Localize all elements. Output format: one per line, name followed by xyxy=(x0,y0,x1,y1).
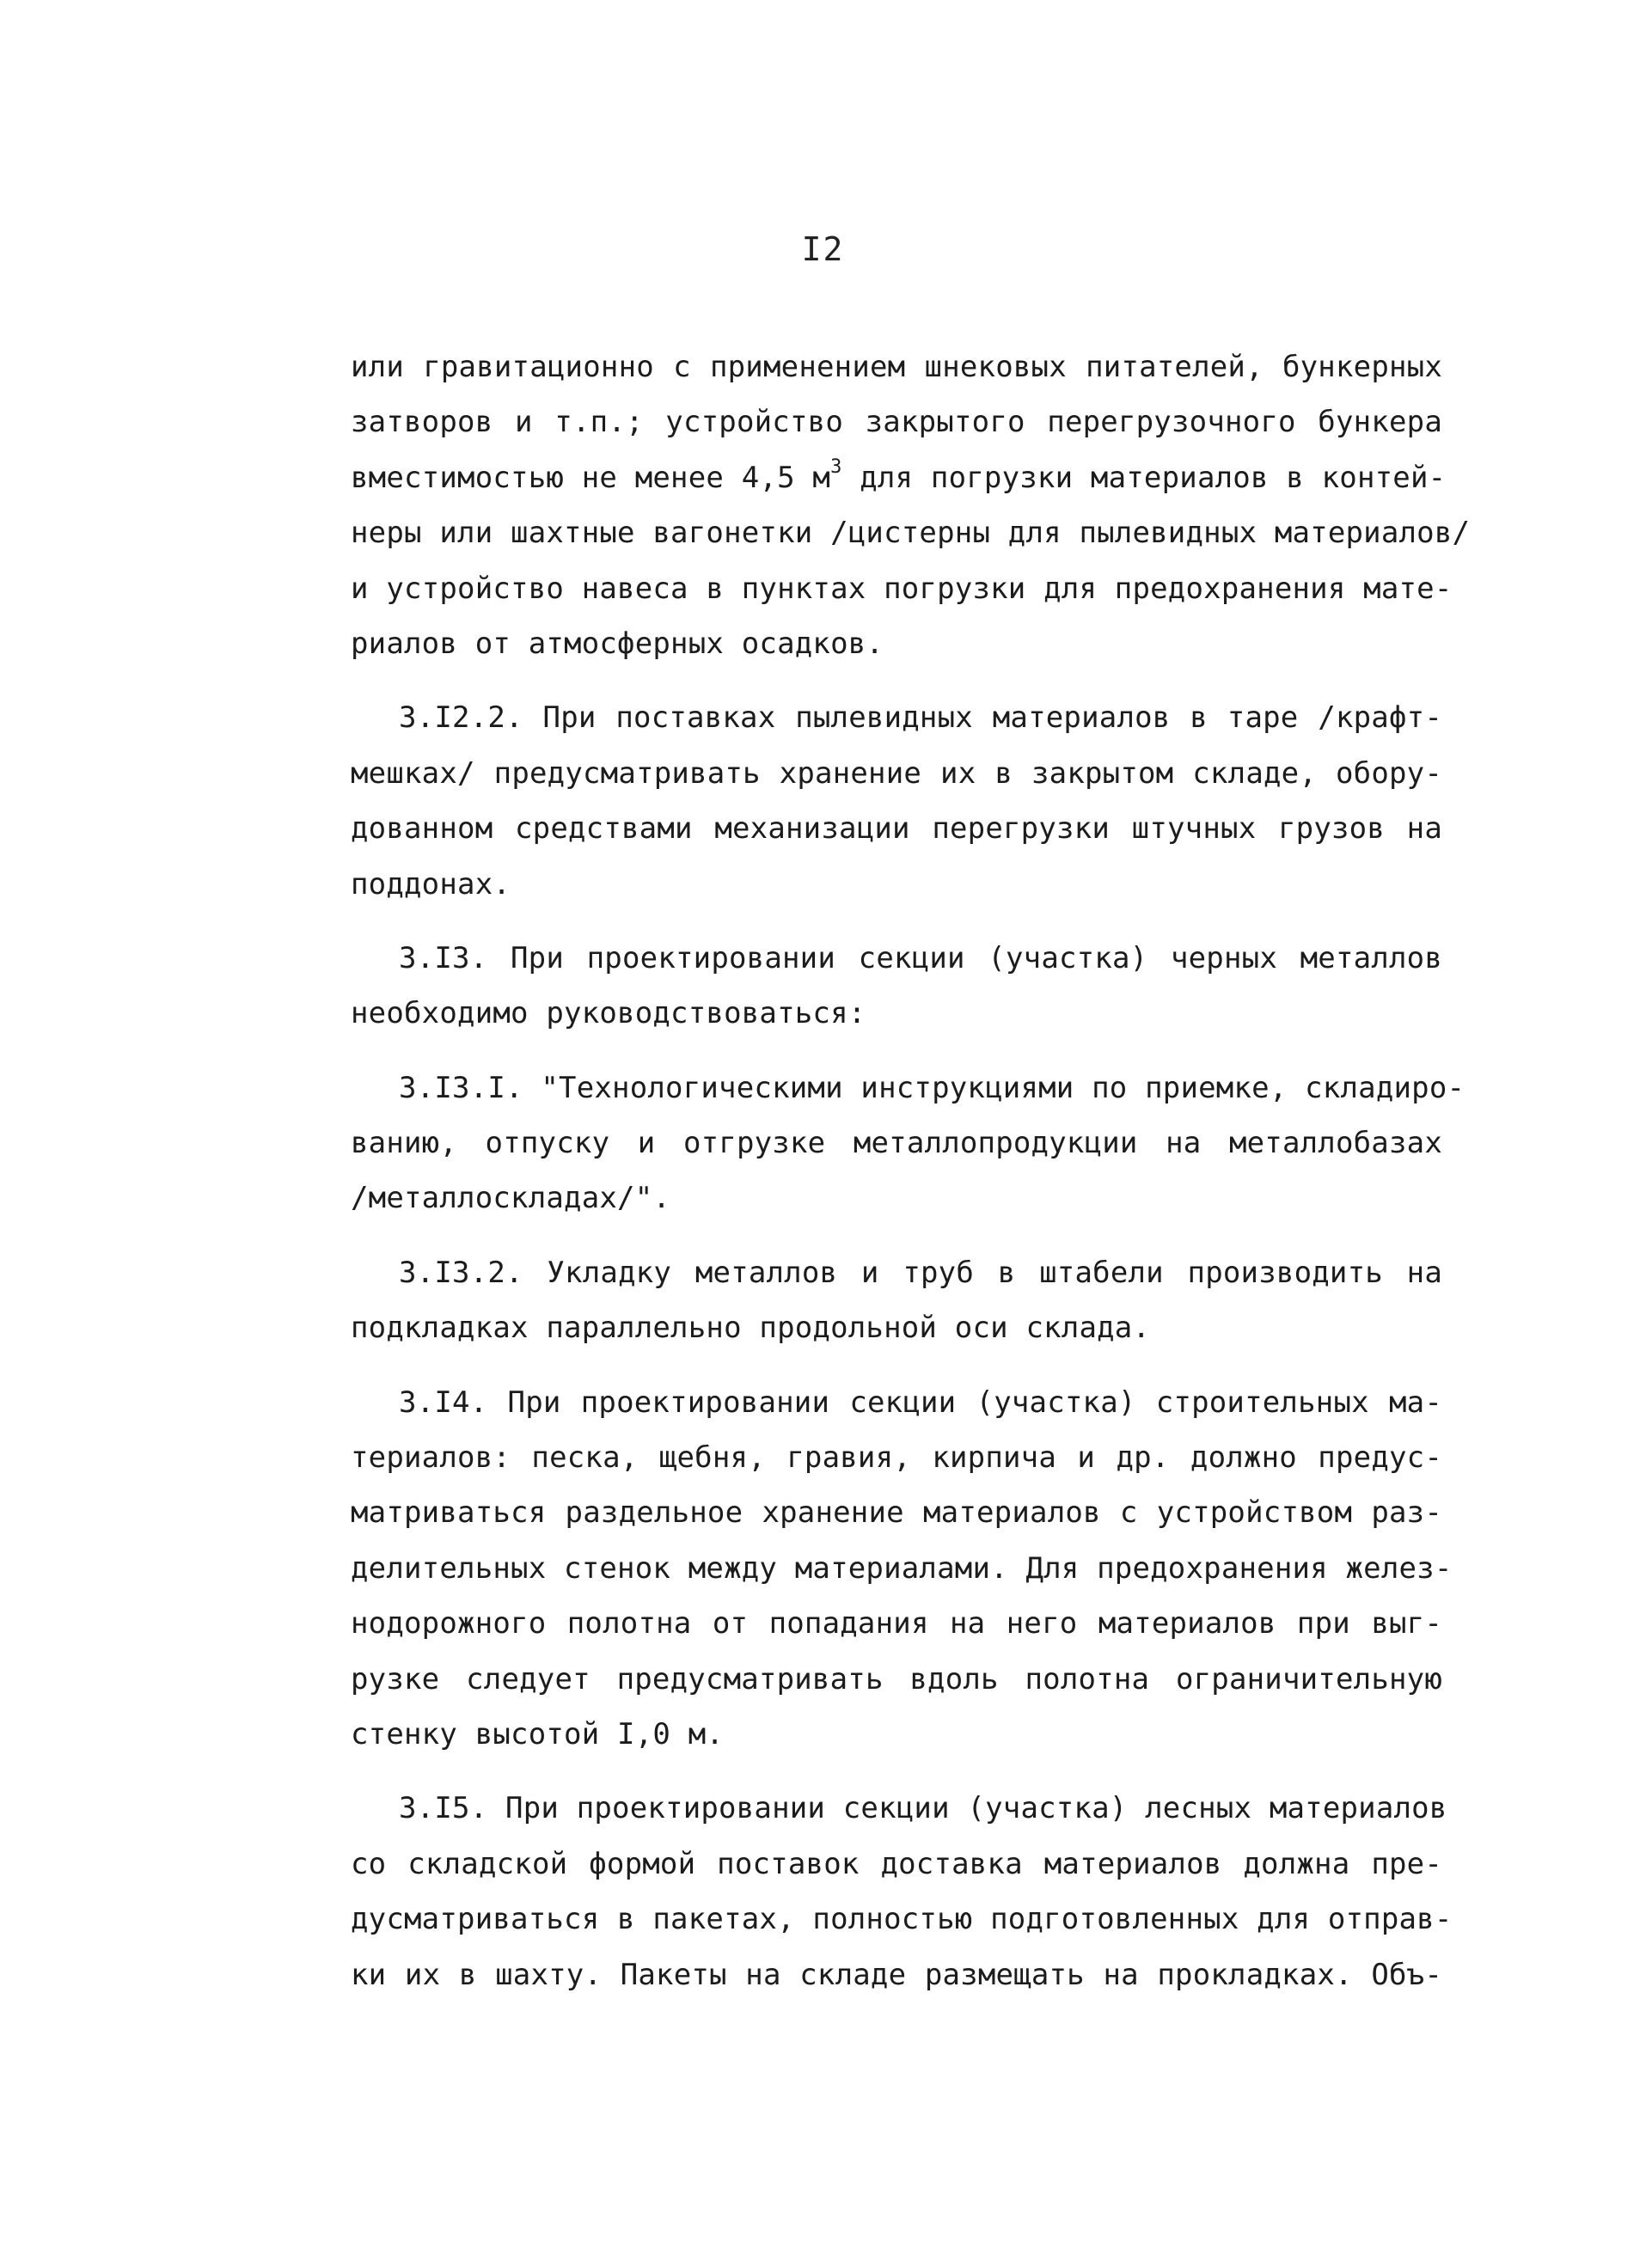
paragraph-3-15 xyxy=(351,1781,1453,2002)
text-line: дованном средствами механизации перегрузки штучных грузов на xyxy=(351,811,1442,847)
page-number: I2 xyxy=(801,230,845,268)
text-line: ки их в шахту. Пакеты на складе размещать на прокладках. Объ- xyxy=(351,1957,1442,1992)
text-fragment: вместимостью не менее 4,5 м xyxy=(351,460,831,495)
text-line: и устройство навеса в пунктах погрузки для предохранения мате- xyxy=(351,571,1453,606)
text-line: /металлоскладах/". xyxy=(351,1181,671,1216)
text-line xyxy=(351,450,1447,505)
text-line: 3.I3. При проектировании секции (участка) черных металлов xyxy=(399,940,1442,975)
text-line: дусматриваться в пакетах, полностью подготовленных для отправ- xyxy=(351,1902,1453,1937)
text-line: риалов от атмосферных осадков. xyxy=(351,626,884,661)
text-line: затворов и т.п.; устройство закрытого перегрузочного бункера xyxy=(351,405,1442,440)
text-line: необходимо руководствоваться: xyxy=(351,996,866,1031)
text-line: матриваться раздельное хранение материалов с устройством раз- xyxy=(351,1495,1442,1531)
text-line: 3.I4. При проектировании секции (участка) строительных ма- xyxy=(399,1385,1442,1420)
text-line: неры или шахтные вагонетки /цистерны для пылевидных материалов/ xyxy=(351,516,1471,551)
paragraph-3-14 xyxy=(351,1375,1453,1763)
text-line: делительных стенок между материалами. Для предохранения желез- xyxy=(351,1550,1453,1586)
text-line: поддонах. xyxy=(351,866,511,902)
text-line: 3.I2.2. При поставках пылевидных материалов в таре /крафт- xyxy=(399,700,1442,736)
paragraph-continuation xyxy=(351,339,1471,671)
paragraph-3-12-2 xyxy=(351,690,1442,912)
body-text xyxy=(351,339,1471,2002)
text-line: со складской формой поставок доставка материалов должна пре- xyxy=(351,1846,1442,1881)
text-line: 3.I3.I. "Технологическими инструкциями по приемке, складиро- xyxy=(399,1070,1465,1105)
text-line: 3.I5. При проектировании секции (участка) лесных материалов xyxy=(399,1791,1447,1826)
text-line: стенку высотой I,0 м. xyxy=(351,1716,725,1751)
text-fragment: для погрузки материалов в контей- xyxy=(841,460,1447,495)
paragraph-3-13 xyxy=(351,931,1442,1042)
paragraph-3-13-2 xyxy=(351,1245,1442,1356)
text-line: нодорожного полотна от попадания на него материалов при выг- xyxy=(351,1606,1442,1641)
text-line: или гравитационно с применением шнековых питателей, бункерных xyxy=(351,350,1442,384)
text-line: рузке следует предусматривать вдоль полотна ограничительную xyxy=(351,1661,1442,1696)
text-line: подкладках параллельно продольной оси склада. xyxy=(351,1311,1151,1346)
text-line: териалов: песка, щебня, гравия, кирпича и др. должно предус- xyxy=(351,1440,1442,1476)
text-line: мешках/ предусматривать хранение их в закрытом складе, обору- xyxy=(351,755,1442,791)
superscript-exponent: 3 xyxy=(830,456,842,479)
text-line: ванию, отпуску и отгрузке металлопродукции на металлобазах xyxy=(351,1126,1442,1161)
text-line: 3.I3.2. Укладку металлов и труб в штабели производить на xyxy=(399,1255,1442,1290)
paragraph-3-13-1 xyxy=(351,1061,1465,1226)
